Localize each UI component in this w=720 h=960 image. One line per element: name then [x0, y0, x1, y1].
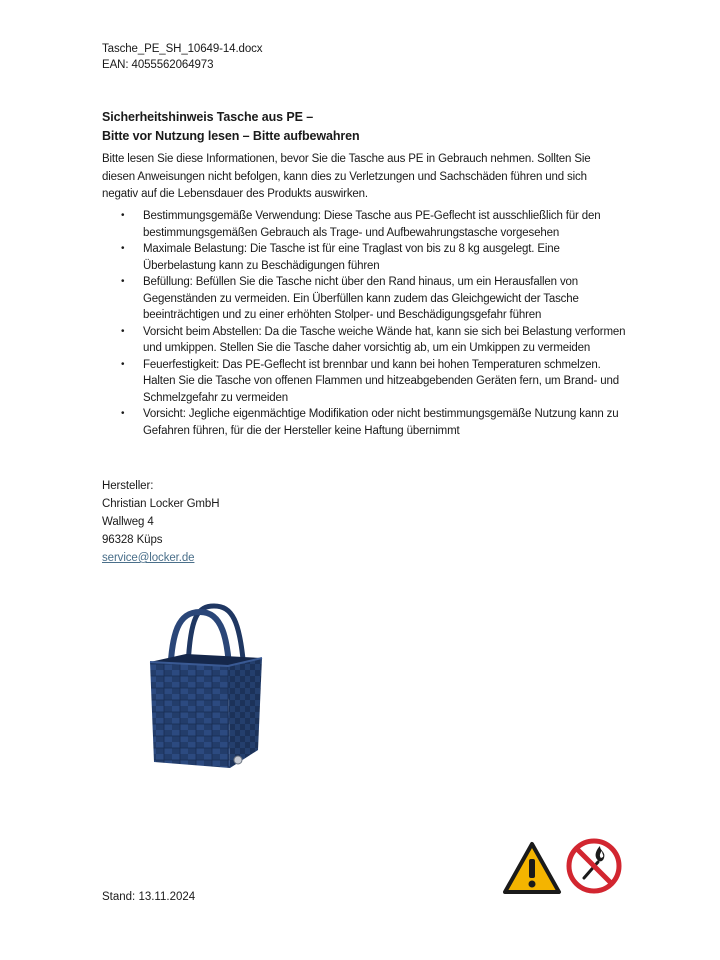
city-address: 96328 Küps [102, 534, 163, 546]
list-item-text: Vorsicht: Jegliche eigenmächtige Modifikation oder nicht bestimmungsgemäße Nutzung kann zu Gefahren führen, für die der Hersteller keine Haftung übernimmt [143, 408, 619, 437]
document-date: Stand: 13.11.2024 [102, 891, 196, 903]
safety-list [102, 208, 627, 439]
woven-bag-image [140, 598, 270, 783]
no-open-flame-icon [566, 838, 622, 894]
list-item [102, 208, 627, 241]
document-title [102, 108, 360, 146]
manufacturer-block [102, 477, 219, 567]
ean-number: EAN: 4055562064973 [102, 59, 214, 71]
list-item [102, 274, 627, 324]
list-item [102, 357, 627, 407]
bullet-icon: • [121, 210, 125, 221]
warning-triangle-icon [502, 841, 562, 895]
title-line-1: Sicherheitshinweis Tasche aus PE – [102, 110, 314, 124]
file-name: Tasche_PE_SH_10649-14.docx [102, 43, 263, 55]
intro-paragraph: Bitte lesen Sie diese Informationen, bevor Sie die Tasche aus PE in Gebrauch nehmen. Sollten Sie diesen Anweisungen nicht befolgen, kann dies zu Verletzungen und Sachschäden führen und sich negativ auf die Lebensdauer des Produkts auswirken. [102, 153, 591, 200]
list-item [102, 241, 627, 274]
title-line-2: Bitte vor Nutzung lesen – Bitte aufbewahren [102, 129, 360, 143]
list-item-text: Feuerfestigkeit: Das PE-Geflecht ist brennbar und kann bei hohen Temperaturen schmelzen. Halten Sie die Tasche von offenen Flammen und hitzeabgebenden Geräten fern, um Brand- und Schmelzgefahr zu vermeiden [143, 358, 619, 404]
list-item [102, 406, 627, 439]
list-item-text: Befüllung: Befüllen Sie die Tasche nicht über den Rand hinaus, um ein Herausfallen von Gegenständen zu vermeiden. Ein Überfüllen kann zudem das Gleichgewicht der Tasche beeinträchtigen und zu einer erhöhten Stolper- und Beschädigungsgefahr führen [143, 276, 579, 321]
list-item-text: Bestimmungsgemäße Verwendung: Diese Tasche aus PE-Geflecht ist ausschließlich für den bestimmungsgemäßen Gebrauch als Trage- und Aufbewahrungstasche vorgesehen [143, 210, 601, 239]
bullet-icon: • [121, 325, 125, 337]
list-item-text: Vorsicht beim Abstellen: Da die Tasche weiche Wände hat, kann sie sich bei Belastung verformen und umkippen. Stellen Sie die Tasche daher vorsichtig ab, um ein Umkippen zu vermeiden [143, 325, 626, 354]
list-item [102, 324, 627, 357]
list-item-text: Maximale Belastung: Die Tasche ist für eine Traglast von bis zu 8 kg ausgelegt. Eine Überbelastung kann zu Beschädigungen führen [143, 243, 560, 272]
company-name: Christian Locker GmbH [102, 498, 220, 510]
bullet-icon: • [121, 408, 125, 419]
bullet-icon: • [121, 243, 125, 254]
bullet-icon: • [121, 358, 125, 370]
bullet-icon: • [121, 276, 125, 287]
street-address: Wallweg 4 [102, 516, 154, 528]
email-link[interactable]: service@locker.de [102, 552, 195, 564]
document-header [102, 41, 262, 73]
manufacturer-label: Hersteller: [102, 480, 154, 492]
